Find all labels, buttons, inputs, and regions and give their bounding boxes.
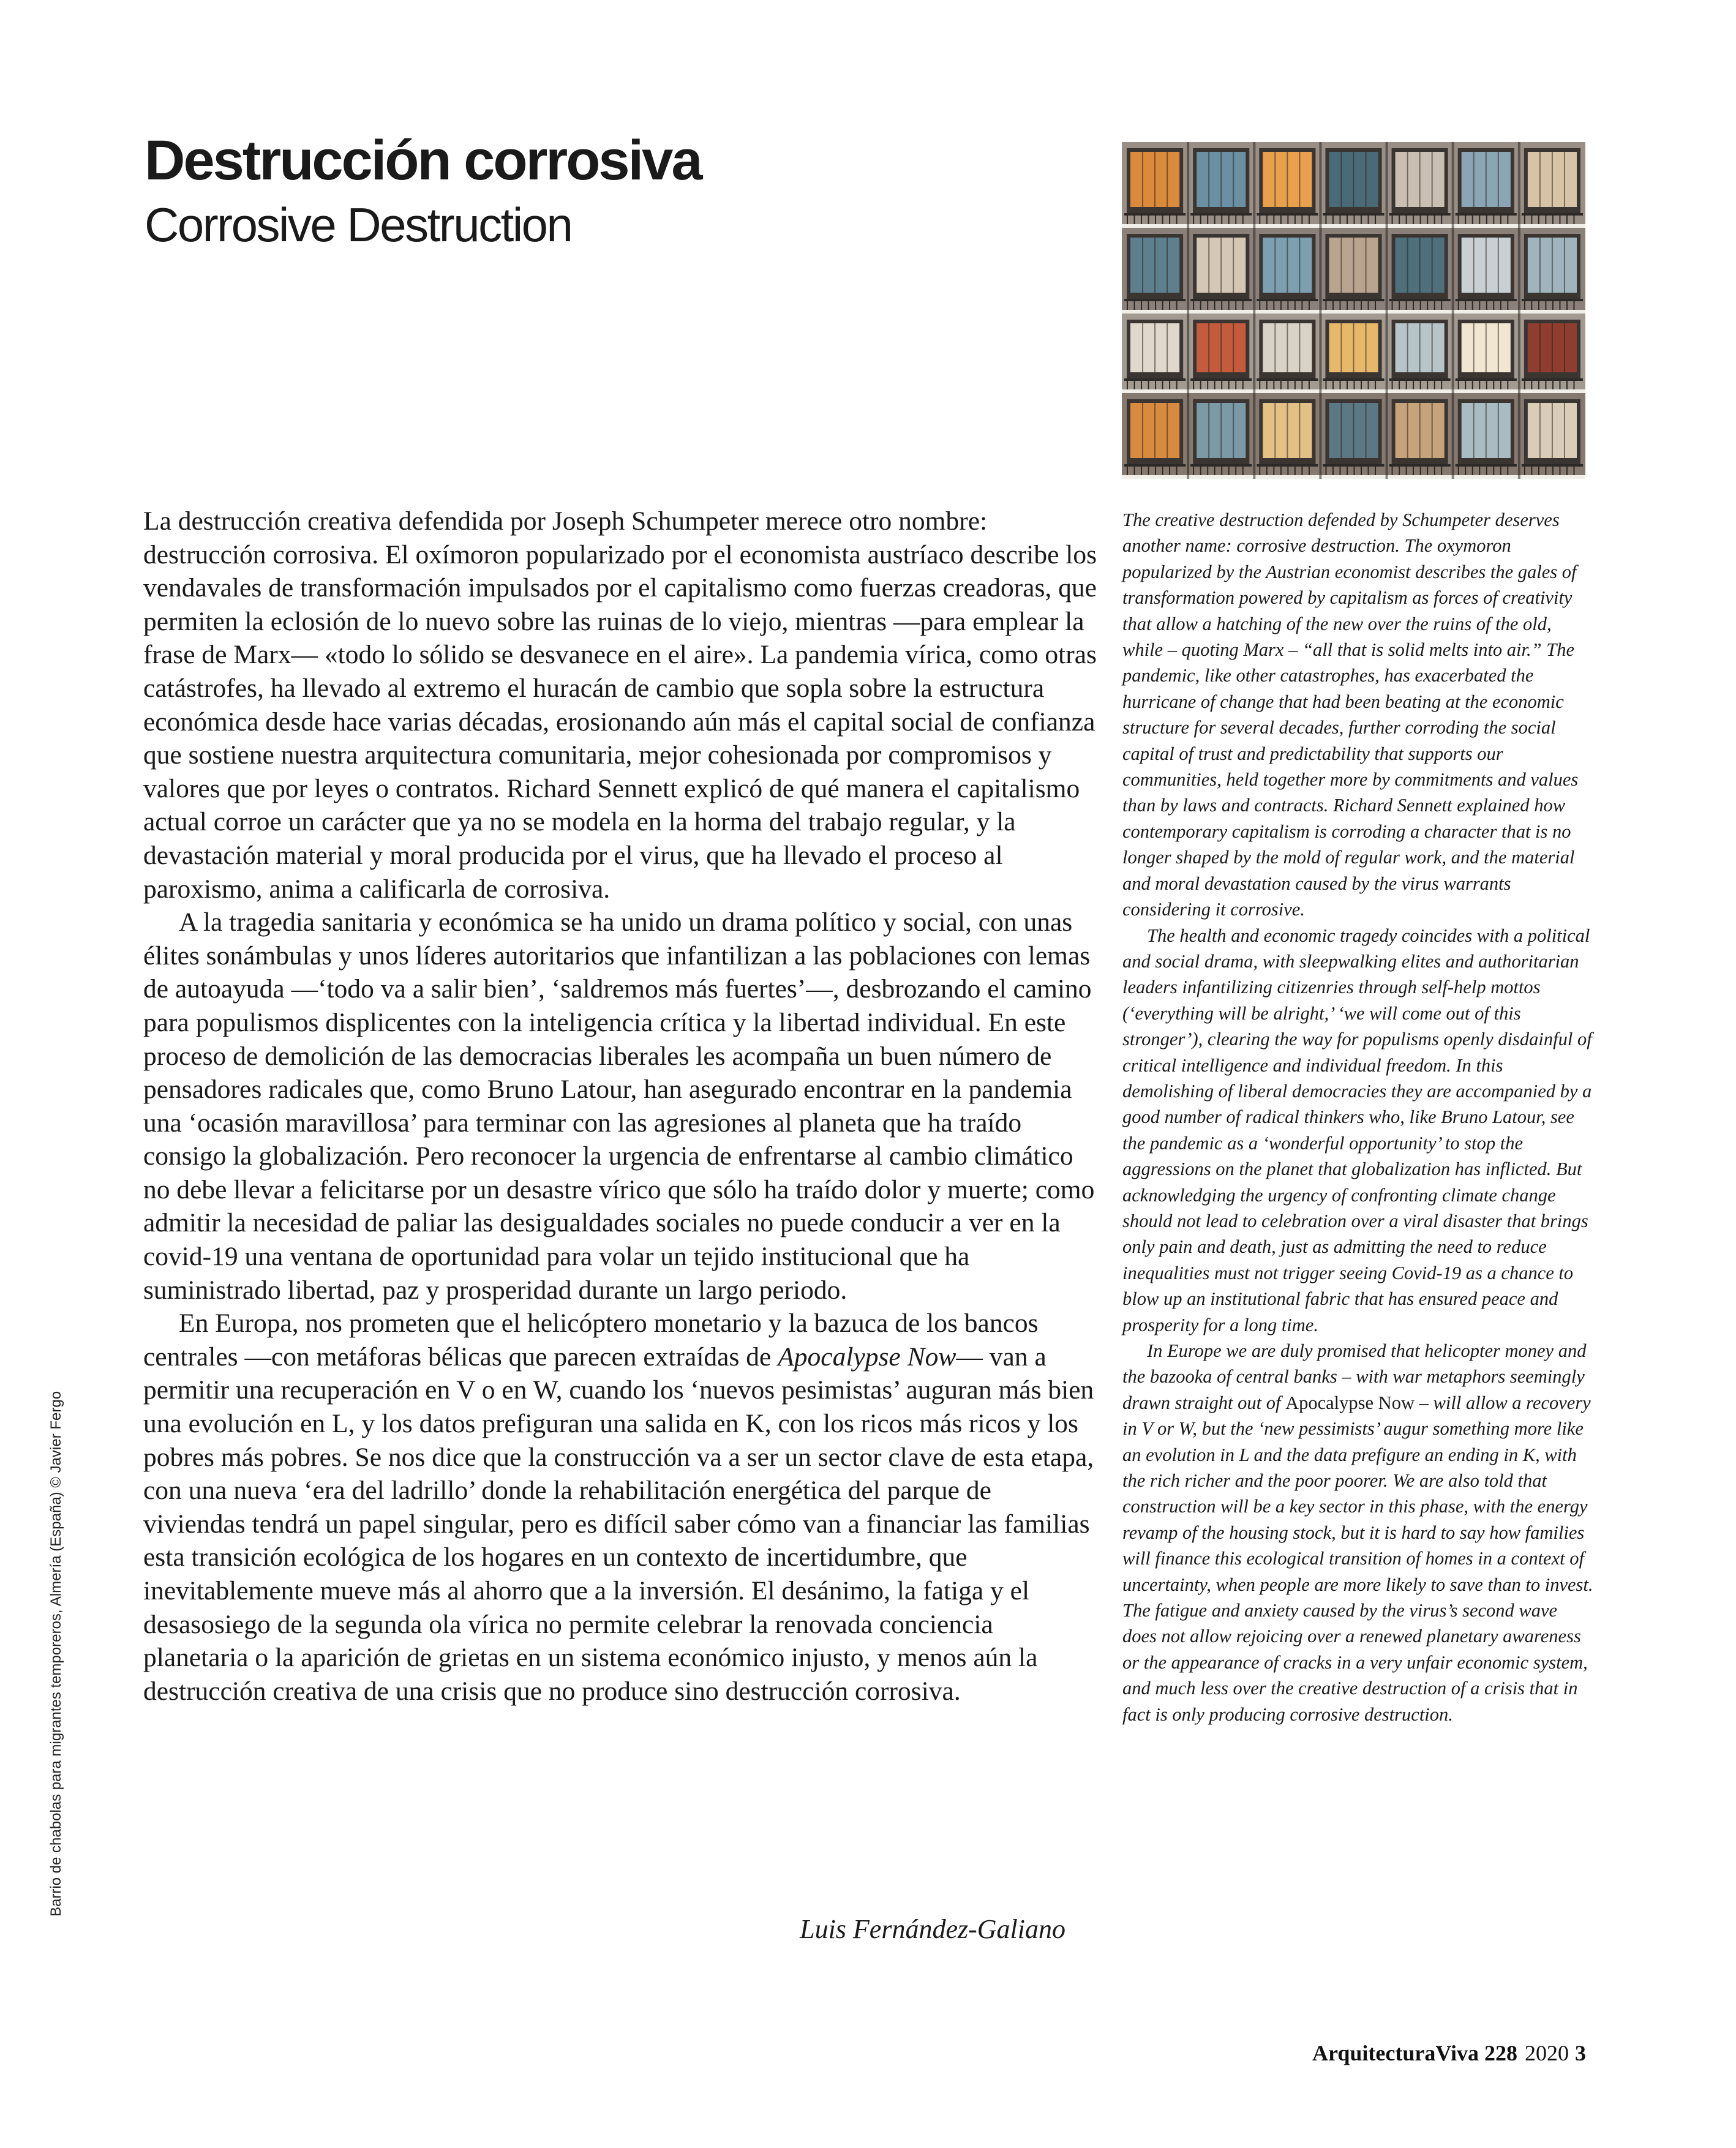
page-number: 3 [1575,2041,1586,2065]
english-article-body [1122,507,1594,1727]
spanish-paragraph-2: A la tragedia sanitaria y económica se ha unido un drama político y social, con unas élites sonámbulas y unos líderes autoritarios que infantilizan a las poblaciones con lemas de autoayuda —‘todo va a salir bien’, ‘saldremos más fuertes’—, desbrozando el camino para populismos displicentes con la inteligencia crítica y la libertad individual. En este proceso de demolición de las democracias liberales les acompaña un buen número de pensadores radicales que, como Bruno Latour, han asegurado encontrar en la pandemia una ‘ocasión maravillosa’ para terminar con las agresiones al planeta que ha traído consigo la globalización. Pero reconocer la urgencia de enfrentarse al cambio climático no debe llevar a felicitarse por un desastre vírico que sólo ha traído dolor y muerte; como admitir la necesidad de paliar las desigualdades sociales no puede conducir a ver en la covid-19 una ventana de oportunidad para volar un tejido institucional que ha suministrado libertad, paz y prosperidad durante un largo periodo. [143,907,1095,1305]
spanish-article-body [143,505,1099,1708]
page-title: Destrucción corrosiva [145,129,701,192]
english-paragraph-3 [1122,1338,1594,1727]
issue-year: 2020 [1525,2041,1569,2065]
spanish-p3-end: — van a permitir una recuperación en V o en W, cuando los ‘nuevos pesimistas’ auguran más bien una evolución en L, y los datos prefiguran una salida en K, con los ricos más ricos y los pobres más pobres. Se nos dice que la construcción va a ser un sector clave de esta etapa, con una nueva ‘era del ladrillo’ donde la rehabilitación energética del parque de viviendas tendrá un papel singular, pero es difícil saber cómo van a financiar las familias esta transición ecológica de los hogares en un contexto de incertidumbre, que inevitablemente mueve más al ahorro que a la inversión. El desánimo, la fatiga y el desasosiego de la segunda ola vírica no permite celebrar la renovada conciencia planetaria o la aparición de grietas en un sistema económico injusto, y menos aún la destrucción creativa de una crisis que no produce sino destrucción corrosiva. [143,1342,1094,1706]
english-p3-end: – will allow a recovery in V or W, but the ‘new pessimists’ augur something more like an evolution in L and the data prefigure an ending in K, with the rich richer and the poor poorer. We are also told that construction will be a key sector in this phase, with the energy revamp of the housing stock, but it is hard to say how families will finance this ecological transition of homes in a context of uncertainty, when people are more likely to save than to invest. The fatigue and anxiety caused by the virus’s second wave does not allow rejoicing over a renewed planetary awareness or the appearance of cracks in a very unfair economic system, and much less over the creative destruction of a crisis that in fact is only producing corrosive destruction. [1122,1392,1593,1725]
magazine-name: ArquitecturaViva 228 [1312,2041,1517,2065]
film-title-italic: Apocalypse Now [778,1342,956,1372]
facade-illustration [1122,142,1585,479]
film-title-upright: Apocalypse Now [1285,1392,1415,1413]
spanish-paragraph-3 [143,1307,1099,1708]
page-footer [1312,2040,1586,2066]
spanish-p3-start: En Europa, nos prometen que el helicóptero monetario y la bazuca de los bancos centrales —con metáforas bélicas que parecen extraídas de [143,1309,1039,1372]
author-signature: Luis Fernández-Galiano [800,1914,1065,1944]
english-paragraph-2: The health and economic tragedy coincides with a political and social drama, with sleepwalking elites and authoritarian leaders infantilizing citizenries through self-help mottos (‘everything will be alright,’ ‘we will come out of this stronger’), clearing the way for populisms openly disdainful of critical intelligence and individual freedom. In this demolishing of liberal democracies they are accompanied by a good number of radical thinkers who, like Bruno Latour, see the pandemic as a ‘wonderful opportunity’ to stop the aggressions on the planet that globalization has inflicted. But acknowledging the urgency of confronting climate change should not lead to celebration over a viral disaster that brings only pain and death, just as admitting the need to reduce inequalities must not trigger seeing Covid-19 as a chance to blow up an institutional fabric that has ensured peace and prosperity for a long time. [1122,925,1592,1335]
spanish-paragraph-1: La destrucción creativa defendida por Joseph Schumpeter merece otro nombre: destrucción corrosiva. El oxímoron popularizado por el economista austríaco describe los vendavales de transformación impulsados por el capitalismo como fuerzas creadoras, que permiten la eclosión de lo nuevo sobre las ruinas de lo viejo, mientras —para emplear la frase de Marx— «todo lo sólido se desvanece en el aire». La pandemia vírica, como otras catástrofes, ha llevado al extremo el huracán de cambio que sopla sobre la estructura económica desde hace varias décadas, erosionando aún más el capital social de confianza que sostiene nuestra arquitectura comunitaria, mejor cohesionada por compromisos y valores que por leyes o contratos. Richard Sennett explicó de qué manera el capitalismo actual corroe un carácter que ya no se modela en la horma del trabajo regular, y la devastación material y moral producida por el virus, que ha llevado el proceso al paroxismo, anima a calificarla de corrosiva. [143,506,1097,904]
building-facade-photo [1122,142,1585,479]
photo-credit: Barrio de chabolas para migrantes temporeros, Almería (España) © Javier Fergo [48,1391,64,1917]
page-subtitle: Corrosive Destruction [145,198,572,252]
english-p3-start: In Europe we are duly promised that helicopter money and the bazooka of central banks – with war metaphors seemingly drawn straight out of [1122,1340,1587,1413]
english-paragraph-1: The creative destruction defended by Schumpeter deserves another name: corrosive destruction. The oxymoron popularized by the Austrian economist describes the gales of transformation powered by capitalism as forces of creativity that allow a hatching of the new over the ruins of the old, while – quoting Marx – “all that is solid melts into air.” The pandemic, like other catastrophes, has exacerbated the hurricane of change that had been beating at the economic structure for several decades, further corroding the social capital of trust and predictability that supports our communities, held together more by commitments and values than by laws and contracts. Richard Sennett explained how contemporary capitalism is corroding a character that is no longer shaped by the mold of regular work, and the material and moral devastation caused by the virus warrants considering it corrosive. [1122,509,1579,920]
